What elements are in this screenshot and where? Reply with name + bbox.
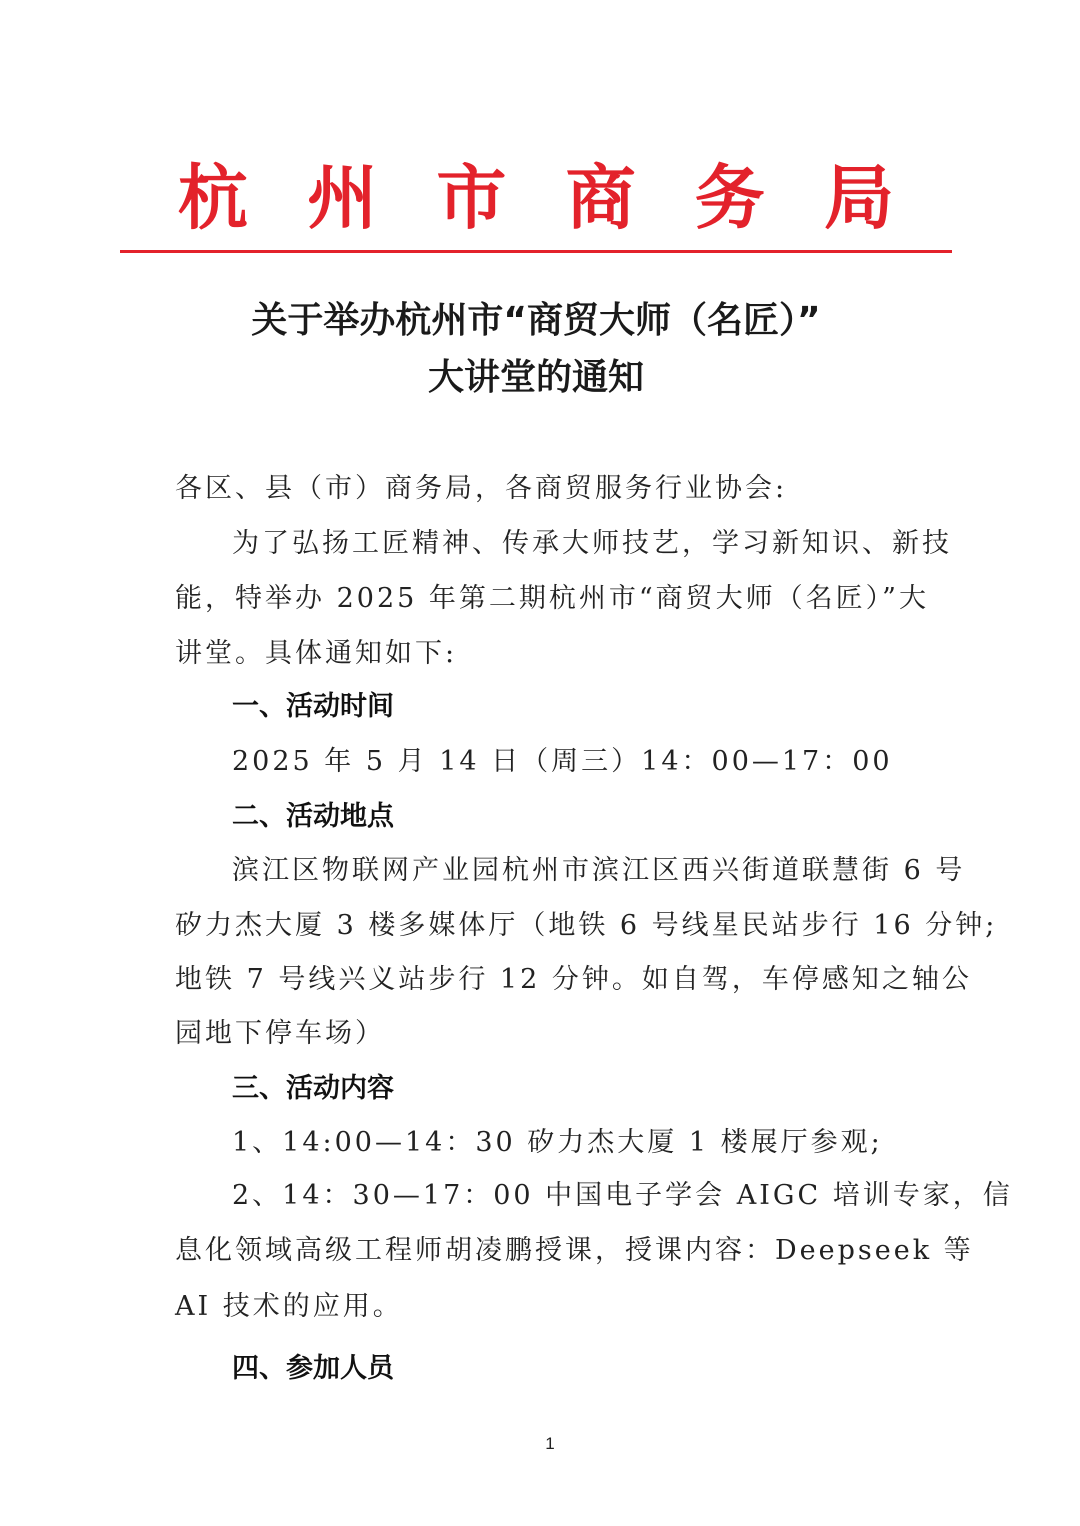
agency-char: 市: [436, 156, 507, 239]
location-line: 园地下停车场）: [175, 1018, 385, 1049]
intro-line: 为了弘扬工匠精神、传承大师技艺，学习新知识、新技: [232, 528, 952, 559]
issuing-agency-header: [120, 158, 952, 238]
agency-char: 杭: [178, 156, 248, 239]
section-heading-participants: 四、参加人员: [232, 1353, 394, 1384]
section-heading-content: 三、活动内容: [232, 1073, 394, 1104]
document-title-line-1: 关于举办杭州市“商贸大师（名匠）”: [251, 300, 821, 341]
intro-line: 讲堂。具体通知如下:: [175, 638, 458, 669]
content-line: 1、14:00—14：30 矽力杰大厦 1 楼展厅参观;: [232, 1127, 883, 1158]
section-heading-location: 二、活动地点: [232, 801, 394, 832]
agency-char: 局: [823, 156, 894, 239]
agency-char: 商: [565, 156, 636, 239]
intro-line: 能，特举办 2025 年第二期杭州市“商贸大师（名匠）”大: [175, 583, 929, 614]
content-line: 息化领域高级工程师胡凌鹏授课，授课内容：Deepseek 等: [175, 1235, 974, 1266]
location-line: 矽力杰大厦 3 楼多媒体厅（地铁 6 号线星民站步行 16 分钟;: [175, 910, 998, 941]
page-number: 1: [545, 1434, 555, 1453]
header-red-rule: [120, 250, 952, 253]
location-line: 滨江区物联网产业园杭州市滨江区西兴街道联慧街 6 号: [232, 855, 966, 886]
document-title-line-2: 大讲堂的通知: [427, 357, 644, 398]
agency-char: 州: [307, 156, 378, 239]
content-line: 2、14：30—17：00 中国电子学会 AIGC 培训专家，信: [232, 1180, 1013, 1211]
location-line: 地铁 7 号线兴义站步行 12 分钟。如自驾，车停感知之轴公: [175, 964, 972, 995]
agency-char: 务: [694, 156, 765, 239]
salutation: 各区、县（市）商务局，各商贸服务行业协会:: [175, 473, 788, 504]
content-line: AI 技术的应用。: [175, 1291, 403, 1322]
section-heading-time: 一、活动时间: [232, 691, 394, 722]
event-time: 2025 年 5 月 14 日（周三）14：00—17：00: [232, 746, 893, 777]
